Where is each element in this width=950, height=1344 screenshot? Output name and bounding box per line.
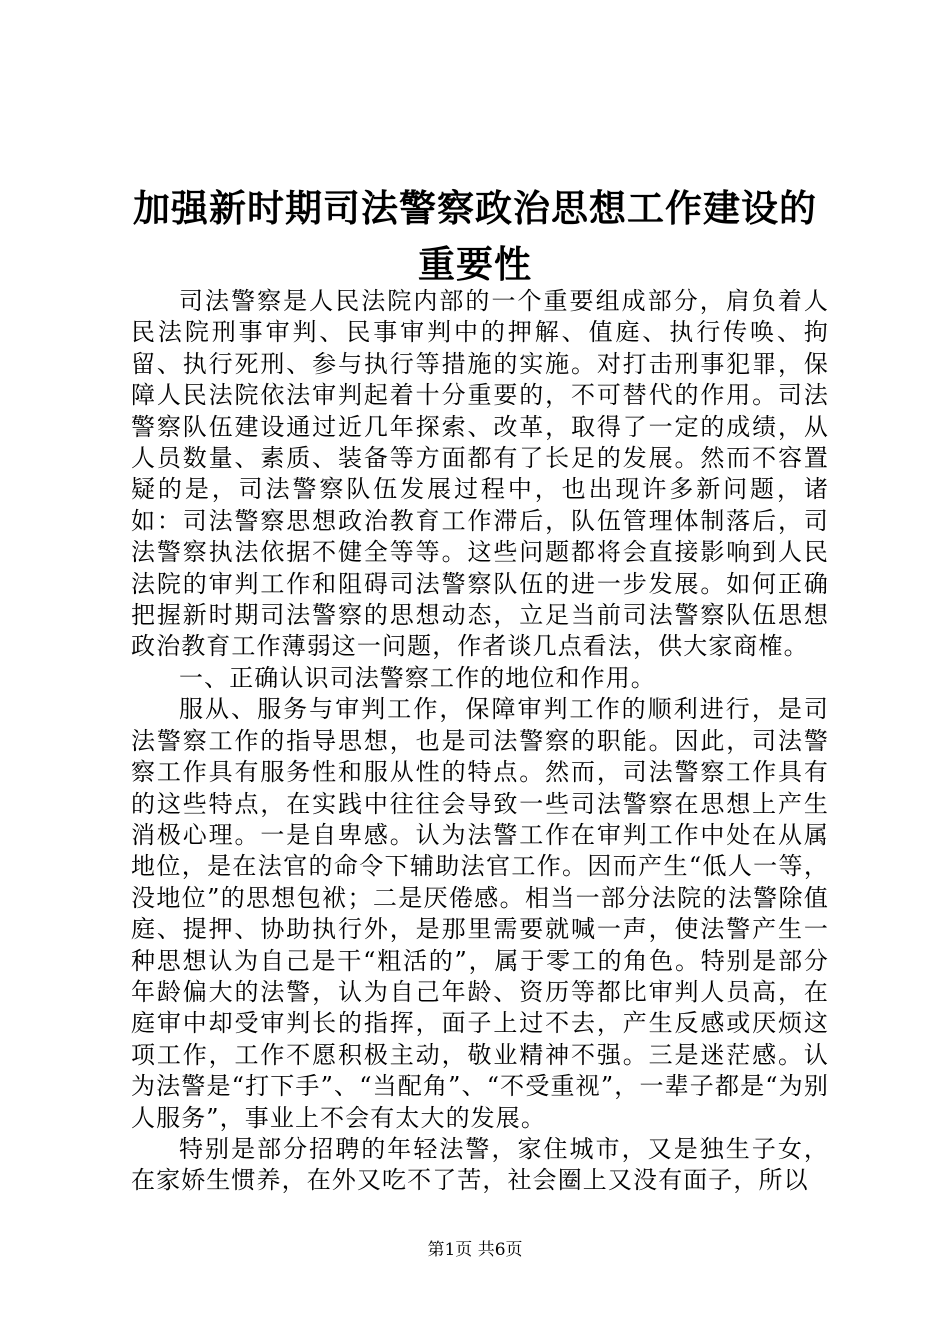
paragraph-intro: 司法警察是人民法院内部的一个重要组成部分，肩负着人民法院刑事审判、民事审判中的押解、值庭、执行传唤、拘留、执行死刑、参与执行等措施的实施。对打击刑事犯罪，保障人民法院依法审判起着十分重要的，不可替代的作用。司法警察队伍建设通过近几年探索、改革，取得了一定的成绩，从人员数量、素质、装备等方面都有了长足的发展。然而不容置疑的是，司法警察队伍发展过程中，也出现许多新问题，诸如：司法警察思想政治教育工作滞后，队伍管理体制落后，司法警察执法依据不健全等等。这些问题都将会直接影响到人民法院的审判工作和阻碍司法警察队伍的进一步发展。如何正确把握新时期司法警察的思想动态，立足当前司法警察队伍思想政治教育工作薄弱这一问题，作者谈几点看法，供大家商榷。 <box>131 287 829 661</box>
page-footer: 第1页 共6页 <box>427 1240 523 1260</box>
paragraph-continued: 特别是部分招聘的年轻法警，家住城市，又是独生子女，在家娇生惯养，在外又吃不了苦，社会圈上又没有面子，所以 <box>131 1134 829 1195</box>
document-body <box>131 286 829 1197</box>
document-title: 加强新时期司法警察政治思想工作建设的重要性 <box>133 186 817 286</box>
paragraph-section-1: 服从、服务与审判工作，保障审判工作的顺利进行，是司法警察工作的指导思想，也是司法警察的职能。因此，司法警察工作具有服务性和服从性的特点。然而，司法警察工作具有的这些特点，在实践中往往会导致一些司法警察在思想上产生消极心理。一是自卑感。认为法警工作在审判工作中处在从属地位，是在法官的命令下辅助法官工作。因而产生“低人一等，没地位”的思想包袱；二是厌倦感。相当一部分法院的法警除值庭、提押、协助执行外，是那里需要就喊一声，使法警产生一种思想认为自己是干“粗活的”，属于零工的角色。特别是部分年龄偏大的法警，认为自己年龄、资历等都比审判人员高，在庭审中却受审判长的指挥，面子上过不去，产生反感或厌烦这项工作，工作不愿积极主动，敬业精神不强。三是迷茫感。认为法警是“打下手”、“当配角”、“不受重视”，一辈子都是“为别人服务”，事业上不会有太大的发展。 <box>131 695 829 1132</box>
section-heading-1: 一、正确认识司法警察工作的地位和作用。 <box>179 663 656 692</box>
